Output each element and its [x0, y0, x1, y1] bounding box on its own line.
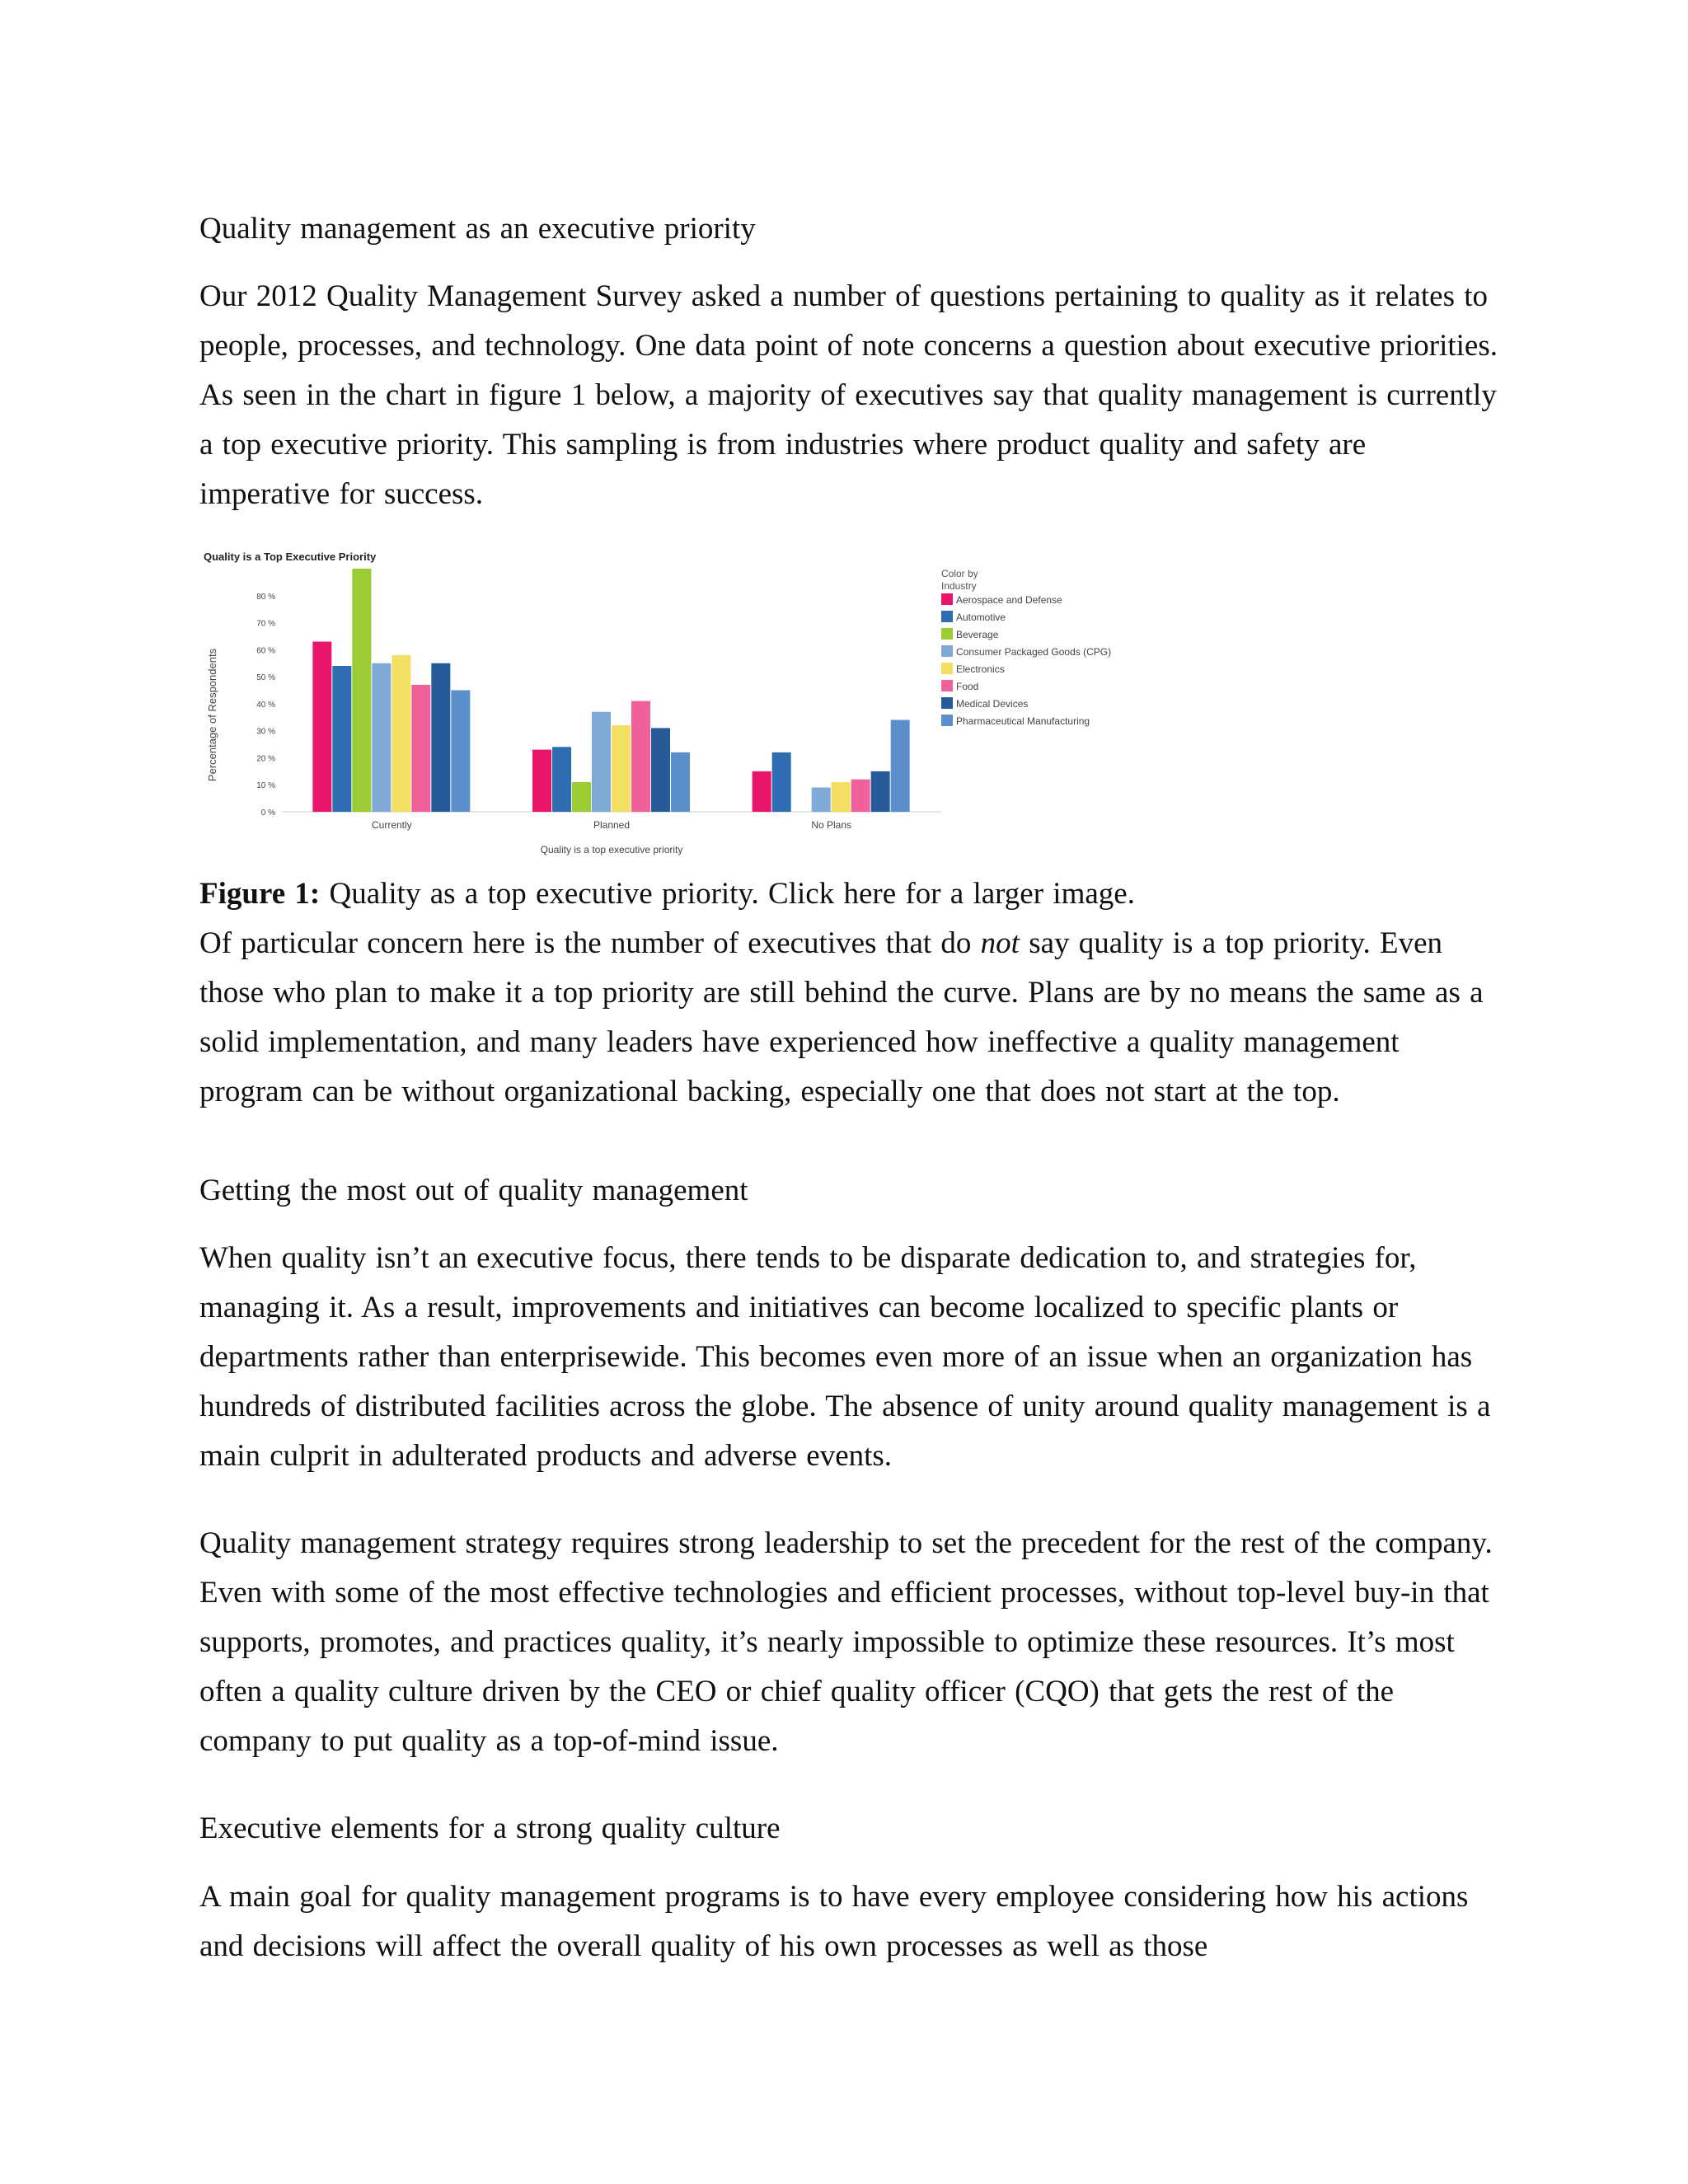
legend-title-line2: Industry [941, 580, 977, 592]
legend-swatch [941, 593, 953, 605]
legend-swatch [941, 663, 953, 674]
y-tick-label: 30 % [256, 727, 275, 737]
concern-text-end: say quality is a top priority. Even those who plan to make it a top priority are still behind the curve. Plans are by no means the same as a solid implementation, and many leaders have experienced how ineffective a quality management program can be without organizational backing, especially one that does not start at the top. [199, 926, 1484, 1108]
legend-entry: Consumer Packaged Goods (CPG) [956, 646, 1112, 658]
concern-emphasis: not [980, 926, 1020, 960]
y-tick-label: 50 % [256, 673, 275, 683]
x-category-label: No Plans [811, 819, 852, 831]
figure-caption-text: Quality as a top executive priority. Click here for a larger image. [320, 877, 1135, 911]
legend-entry: Medical Devices [956, 698, 1029, 710]
concern-text-start: Of particular concern here is the number of executives that do [199, 926, 981, 960]
bar [851, 780, 870, 812]
y-axis-label: Percentage of Respondents [206, 648, 218, 782]
legend-entry: Pharmaceutical Manufacturing [956, 715, 1090, 727]
bar [451, 691, 470, 813]
legend-entry: Aerospace and Defense [956, 594, 1062, 606]
y-tick-label: 80 % [256, 592, 275, 602]
y-tick-label: 60 % [256, 646, 275, 656]
figure-chart[interactable] [199, 544, 1221, 874]
bar [392, 655, 410, 812]
x-axis-label: Quality is a top executive priority [540, 844, 683, 855]
leadership-paragraph: Quality management strategy requires strong leadership to set the precedent for the rest of the company. Even with some of the most effective technologies and efficient processes, without top-level buy-in that supports, promotes, and practices quality, it’s nearly impossible to optimize these resources. It’s most often a quality culture driven by the CEO or chief quality officer (CQO) that gets the rest of the company to put quality as a top-of-mind issue. [199, 1526, 1493, 1758]
legend-swatch [941, 697, 953, 709]
bar [431, 663, 450, 812]
bar [772, 752, 791, 812]
y-tick-label: 20 % [256, 754, 275, 764]
legend-swatch [941, 715, 953, 726]
legend-swatch [941, 628, 953, 640]
bar [592, 712, 611, 812]
x-category-label: Planned [593, 819, 631, 831]
bar [372, 663, 391, 812]
focus-paragraph: When quality isn’t an executive focus, there tends to be disparate dedication to, and strategies for, managing it. As a result, improvements and initiatives can become localized to specific plants or departments rather than enterprisewide. This becomes even more of an issue when an organization has hundreds of distributed facilities across the globe. The absence of unity around quality management is a main culprit in adulterated products and adverse events. [199, 1241, 1491, 1473]
goal-paragraph: A main goal for quality management programs is to have every employee considering how his actions and decisions will affect the overall quality of his own processes as well as those [199, 1880, 1469, 1963]
intro-paragraph: Our 2012 Quality Management Survey asked a number of questions pertaining to quality as it relates to people, processes, and technology. One data point of note concerns a question about executive priorities. As seen in the chart in figure 1 below, a majority of executives say that quality management is currently a top executive priority. This sampling is from industries where product quality and safety are imperative for success. [199, 279, 1498, 511]
legend-entry: Beverage [956, 629, 999, 640]
bar [812, 788, 831, 813]
section-heading-getting-most: Getting the most out of quality management [199, 1174, 748, 1207]
bar [832, 782, 851, 812]
bar [352, 569, 371, 812]
bar [612, 725, 631, 812]
figure-caption [199, 869, 1502, 919]
legend-entry: Electronics [956, 663, 1005, 675]
legend-entry: Food [956, 681, 979, 692]
section-heading-executive-priority: Quality management as an executive priority [199, 212, 756, 246]
bar [332, 666, 351, 812]
bar [671, 752, 690, 812]
legend-swatch [941, 611, 953, 622]
legend-title: Color by [941, 568, 978, 579]
section-heading-executive-elements: Executive elements for a strong quality culture [199, 1811, 781, 1845]
bar [411, 685, 430, 812]
legend-entry: Automotive [956, 612, 1006, 623]
bar [753, 771, 771, 812]
y-tick-label: 40 % [256, 700, 275, 710]
figure-caption-label: Figure 1: [199, 877, 321, 911]
bar [572, 782, 591, 812]
bar [312, 642, 331, 813]
bar [532, 750, 551, 812]
x-category-label: Currently [371, 819, 412, 831]
bar [651, 728, 670, 812]
bar [871, 771, 890, 812]
legend-swatch [941, 680, 953, 691]
bar [631, 701, 650, 812]
y-tick-label: 70 % [256, 619, 275, 629]
concern-paragraph [199, 919, 1502, 1117]
chart-title: Quality is a Top Executive Priority [204, 551, 377, 563]
y-tick-label: 10 % [256, 781, 275, 791]
bar [552, 747, 571, 812]
legend-swatch [941, 645, 953, 657]
bar [891, 720, 910, 812]
y-tick-label: 0 % [260, 808, 275, 818]
